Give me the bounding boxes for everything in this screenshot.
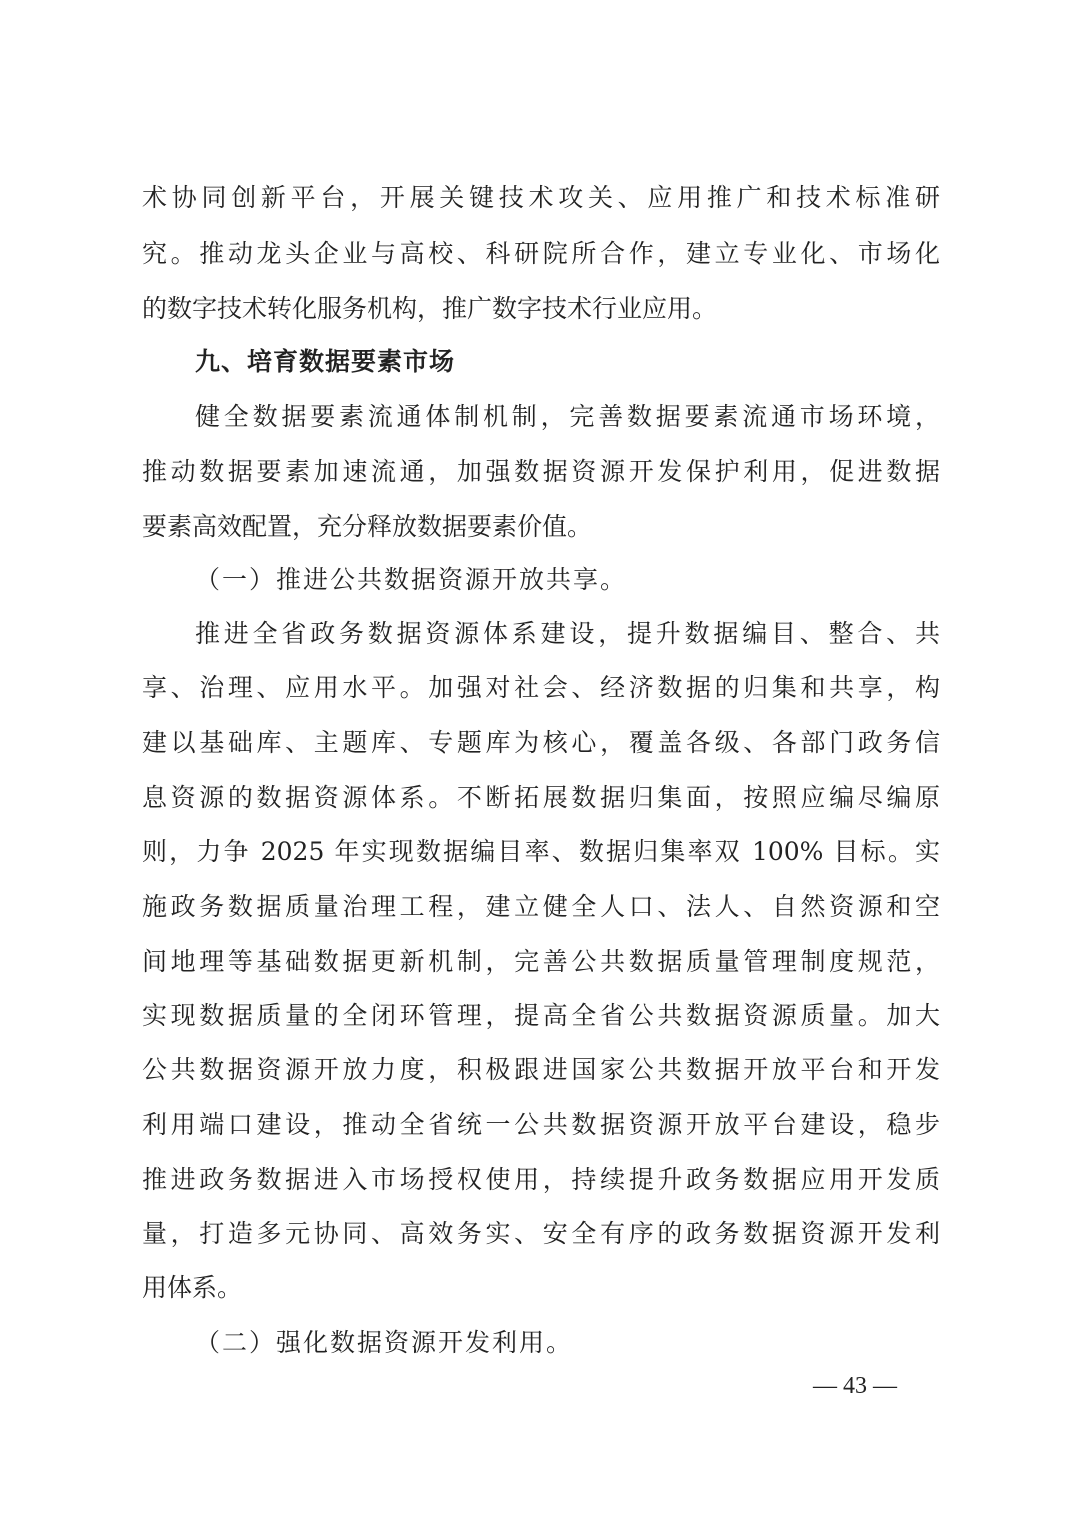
text-line: 推进政务数据进入市场授权使用，持续提升政务数据应用开发质 <box>142 1165 940 1194</box>
text-line: 要素高效配置，充分释放数据要素价值。 <box>142 512 593 541</box>
text-line: 究。推动龙头企业与高校、科研院所合作，建立专业化、市场化 <box>142 239 940 268</box>
text-line: 推进全省政务数据资源体系建设，提升数据编目、整合、共 <box>195 619 940 648</box>
text-line: 则，力争 2025 年实现数据编目率、数据归集率双 100% 目标。实 <box>142 837 940 866</box>
subsection-heading: （一）推进公共数据资源开放共享。 <box>195 565 628 594</box>
text-line: 用体系。 <box>142 1273 243 1302</box>
text-line: 施政务数据质量治理工程，建立健全人口、法人、自然资源和空 <box>142 892 940 921</box>
text-line: 公共数据资源开放力度，积极跟进国家公共数据开放平台和开发 <box>142 1055 940 1084</box>
text-line: 建以基础库、主题库、专题库为核心，覆盖各级、各部门政务信 <box>142 728 940 757</box>
subsection-heading: （二）强化数据资源开发利用。 <box>195 1328 574 1357</box>
text-line: 推动数据要素加速流通，加强数据资源开发保护利用，促进数据 <box>142 457 940 486</box>
text-line: 健全数据要素流通体制机制，完善数据要素流通市场环境， <box>195 402 940 431</box>
text-line: 术协同创新平台，开展关键技术攻关、应用推广和技术标准研 <box>142 183 940 212</box>
text-line: 间地理等基础数据更新机制，完善公共数据质量管理制度规范， <box>142 947 940 976</box>
section-heading: 九、培育数据要素市场 <box>195 347 456 376</box>
text-line: 息资源的数据资源体系。不断拓展数据归集面，按照应编尽编原 <box>142 783 940 812</box>
text-line: 实现数据质量的全闭环管理，提高全省公共数据资源质量。加大 <box>142 1001 940 1030</box>
text-line: 享、治理、应用水平。加强对社会、经济数据的归集和共享，构 <box>142 673 940 702</box>
text-line: 的数字技术转化服务机构，推广数字技术行业应用。 <box>142 294 718 323</box>
page-number: — 43 — <box>813 1373 897 1399</box>
text-line: 量，打造多元协同、高效务实、安全有序的政务数据资源开发利 <box>142 1219 940 1248</box>
text-line: 利用端口建设，推动全省统一公共数据资源开放平台建设，稳步 <box>142 1110 940 1139</box>
